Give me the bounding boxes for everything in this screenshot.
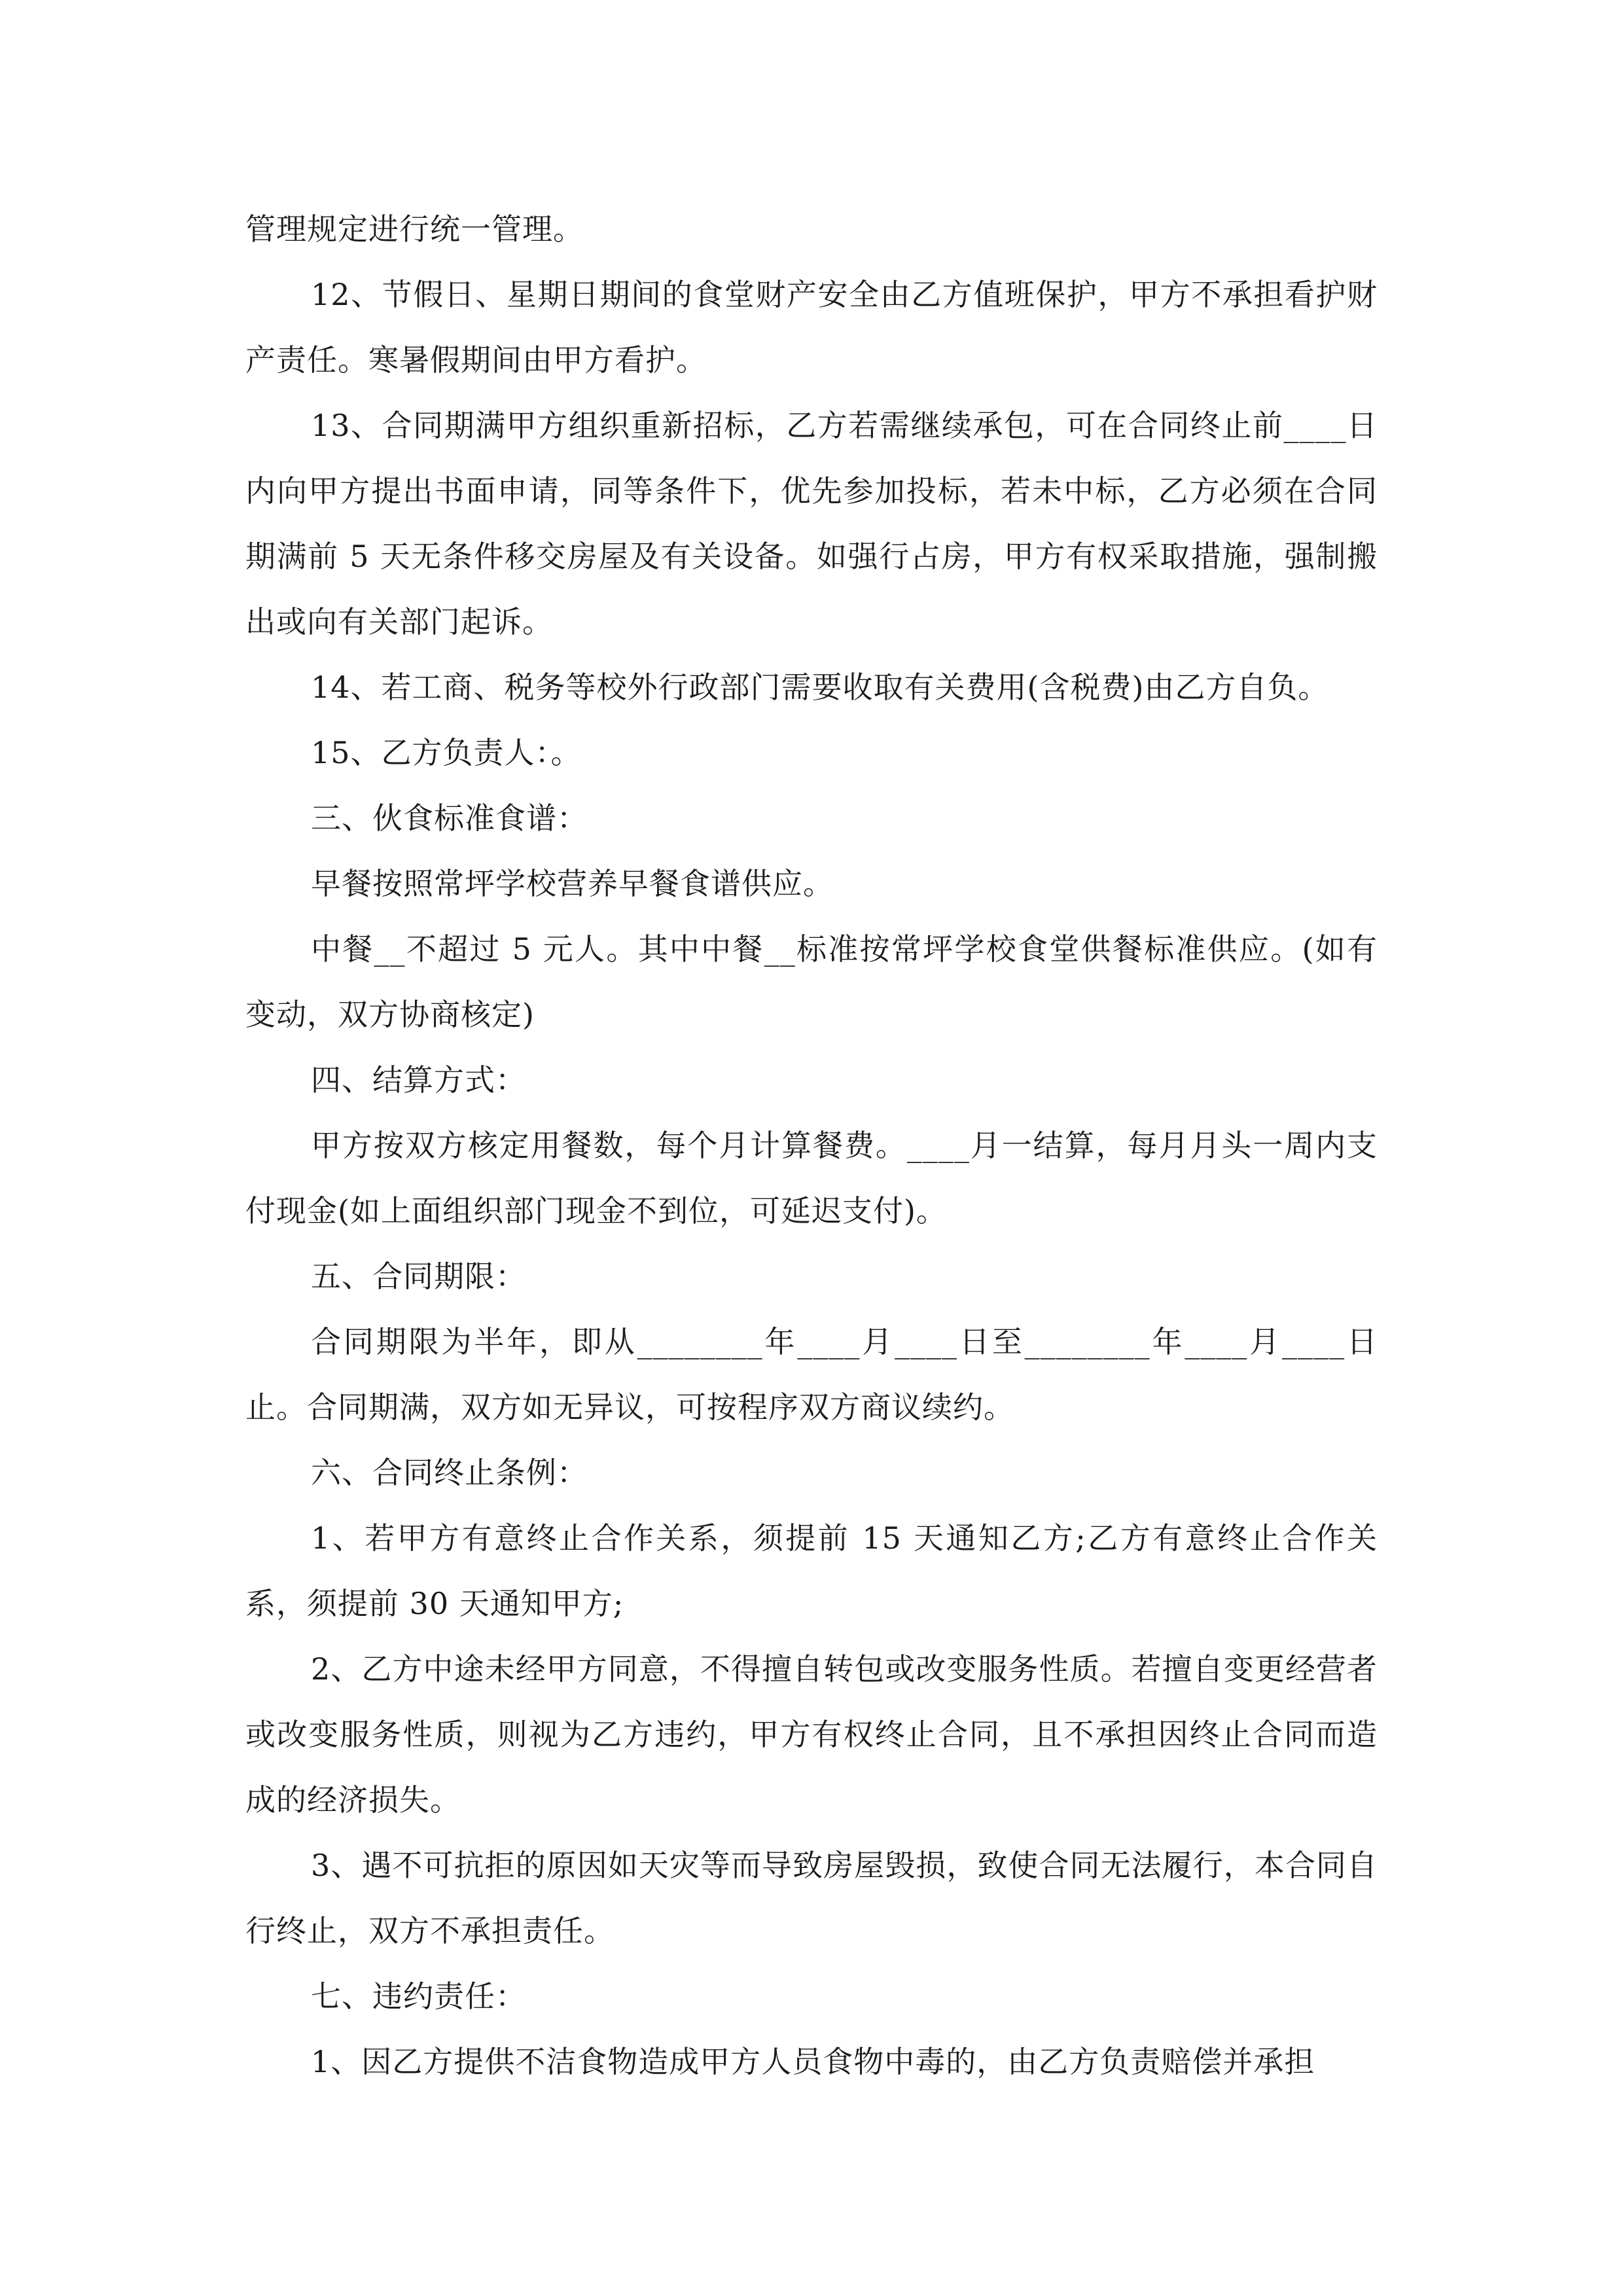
- settlement-paragraph: 甲方按双方核定用餐数，每个月计算餐费。____月一结算，每月月头一周内支付现金(如上面组织部门现金不到位，可延迟支付)。: [245, 1128, 1378, 1229]
- section-heading-settlement: 四、结算方式：: [311, 1062, 526, 1098]
- termination-clause-1: 1、若甲方有意终止合作关系，须提前 15 天通知乙方;乙方有意终止合作关系，须提前 30 天通知甲方;: [245, 1520, 1378, 1621]
- clause-15: 15、乙方负责人：。: [311, 735, 582, 770]
- term-paragraph: 合同期限为半年，即从________年____月____日至________年____月____日止。合同期满，双方如无异议，可按程序双方商议续约。: [245, 1324, 1378, 1425]
- document-body: [245, 196, 1378, 2094]
- termination-clause-3: 3、遇不可抗拒的原因如天灾等而导致房屋毁损，致使合同无法履行，本合同自行终止，双方不承担责任。: [245, 1848, 1378, 1948]
- section-heading-breach: 七、违约责任：: [311, 1979, 526, 2014]
- section-heading-termination: 六、合同终止条例：: [311, 1455, 588, 1490]
- clause-13: 13、合同期满甲方组织重新招标，乙方若需继续承包，可在合同终止前____日内向甲方提出书面申请，同等条件下，优先参加投标，若未中标，乙方必须在合同期满前 5 天无条件移交房屋及有关设备。如强行占房，甲方有权采取措施，强制搬出或向有关部门起诉。: [245, 408, 1378, 639]
- paragraph-continuation: 管理规定进行统一管理。: [245, 211, 584, 247]
- lunch-paragraph: 中餐__不超过 5 元人。其中中餐__标准按常坪学校食堂供餐标准供应。(如有变动，双方协商核定): [245, 931, 1378, 1032]
- clause-12: 12、节假日、星期日期间的食堂财产安全由乙方值班保护，甲方不承担看护财产责任。寒暑假期间由甲方看护。: [245, 277, 1378, 378]
- breach-clause-1: 1、因乙方提供不洁食物造成甲方人员食物中毒的，由乙方负责赔偿并承担: [311, 2044, 1315, 2079]
- termination-clause-2: 2、乙方中途未经甲方同意，不得擅自转包或改变服务性质。若擅自变更经营者或改变服务性质，则视为乙方违约，甲方有权终止合同，且不承担因终止合同而造成的经济损失。: [245, 1651, 1378, 1818]
- section-heading-meal-standard: 三、伙食标准食谱：: [311, 800, 588, 836]
- breakfast-paragraph: 早餐按照常坪学校营养早餐食谱供应。: [311, 866, 834, 901]
- section-heading-term: 五、合同期限：: [311, 1259, 526, 1294]
- clause-14: 14、若工商、税务等校外行政部门需要收取有关费用(含税费)由乙方自负。: [311, 670, 1329, 705]
